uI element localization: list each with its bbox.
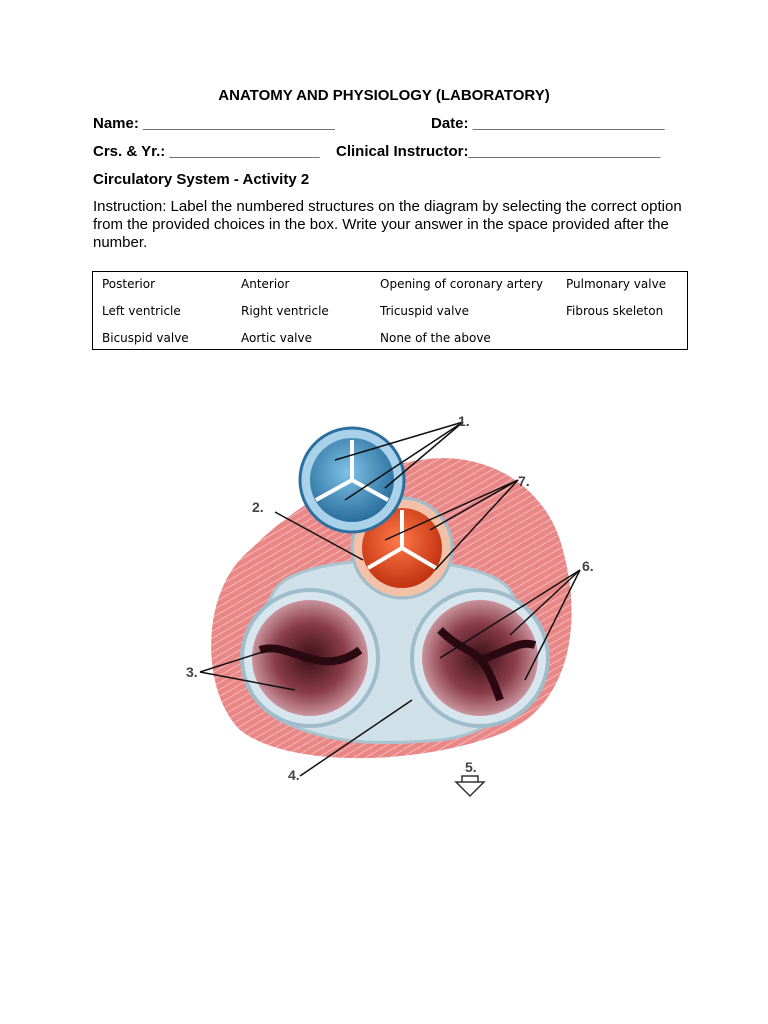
- choice-item: Left ventricle: [102, 304, 181, 318]
- choice-item: Opening of coronary artery: [380, 277, 543, 291]
- date-field-line: Date: _______________________: [431, 115, 665, 132]
- choices-box: [92, 271, 688, 350]
- choice-item: Right ventricle: [241, 304, 329, 318]
- name-field-line: Name: _______________________: [93, 115, 335, 132]
- label-7: 7.: [518, 473, 530, 489]
- worksheet-title: ANATOMY AND PHYSIOLOGY (LABORATORY): [218, 87, 550, 104]
- course-year-field-line: Crs. & Yr.: __________________: [93, 143, 320, 160]
- heart-valves-diagram: [180, 400, 600, 810]
- label-3: 3.: [186, 664, 198, 680]
- choice-item: Bicuspid valve: [102, 331, 189, 345]
- label-2: 2.: [252, 499, 264, 515]
- choice-item: Pulmonary valve: [566, 277, 667, 291]
- clinical-instructor-field-line: Clinical Instructor:_______________________: [336, 143, 661, 160]
- label-5: 5.: [465, 759, 477, 775]
- instruction-text: Instruction: Label the numbered structures on the diagram by selecting the correct option from the provided choices in the box. Write your answer in the space provided after the number.: [93, 198, 682, 251]
- label-1: 1.: [458, 413, 470, 429]
- label-4: 4.: [288, 767, 300, 783]
- choice-item: Fibrous skeleton: [566, 304, 664, 318]
- down-arrow-icon: [456, 776, 484, 796]
- choice-item: Tricuspid valve: [380, 304, 469, 318]
- label-6: 6.: [582, 558, 594, 574]
- choice-item: Aortic valve: [241, 331, 312, 345]
- choice-item: Posterior: [102, 277, 156, 291]
- choice-item: None of the above: [380, 331, 491, 345]
- choice-item: Anterior: [241, 277, 290, 291]
- activity-heading: Circulatory System - Activity 2: [93, 171, 310, 188]
